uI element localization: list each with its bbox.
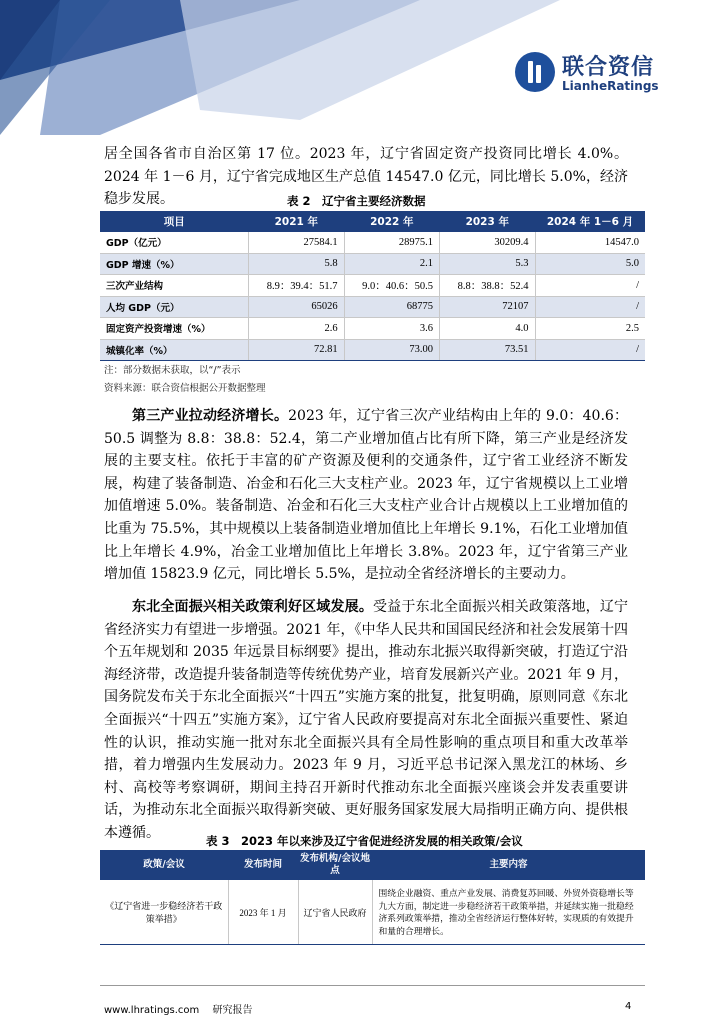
- table-cell: 65026: [249, 296, 344, 318]
- table3-caption: 表 3 2023 年以来涉及辽宁省促进经济发展的相关政策/会议: [206, 834, 523, 848]
- table-header-cell: 2024 年 1－6 月: [535, 211, 645, 232]
- logo-chinese-name: 联合资信: [562, 55, 655, 80]
- table-cell: 2.5: [535, 318, 645, 340]
- company-logo: [515, 52, 695, 96]
- table-row: [100, 232, 645, 253]
- table-cell: GDP（亿元）: [100, 232, 249, 253]
- table-cell: 围绕企业融资、重点产业发展、消费复苏回暖、外贸外资稳增长等九大方面，制定进一步稳经济若干政策举措，并延续实施一批稳经济系列政策举措，推动全省经济运行整体好转，实现质的有效提升和量的合理增长。: [372, 880, 645, 945]
- table-cell: 5.8: [249, 253, 344, 275]
- section-lead: 东北全面振兴相关政策利好区域发展。: [132, 599, 373, 615]
- table-cell: 《辽宁省进一步稳经济若干政策举措》: [100, 880, 228, 945]
- table-header-row: [100, 211, 645, 232]
- table-header-cell: 发布时间: [228, 850, 298, 880]
- logo-mark-icon: [515, 52, 555, 92]
- footer-divider: [100, 985, 645, 986]
- table-cell: 4.0: [440, 318, 535, 340]
- intro-paragraph: 居全国各省市自治区第 17 位。2023 年，辽宁省固定资产投资同比增长 4.0%。2024 年 1－6 月，辽宁省完成地区生产总值 14547.0 亿元，同比增长 5.0%，经济稳步发展。: [104, 146, 628, 208]
- table-header-cell: 主要内容: [372, 850, 645, 880]
- table-header-cell: 项目: [100, 211, 249, 232]
- section-lead: 第三产业拉动经济增长。: [132, 408, 289, 424]
- table-cell: 8.8：38.8：52.4: [440, 275, 535, 297]
- table-header-row: [100, 850, 645, 880]
- table-cell: 27584.1: [249, 232, 344, 253]
- table-cell: 68775: [344, 296, 439, 318]
- table-cell: 人均 GDP（元）: [100, 296, 249, 318]
- section-tertiary-industry: [104, 405, 628, 586]
- table-cell: 8.9：39.4：51.7: [249, 275, 344, 297]
- footer-site-label: www.lhratings.com 研究报告: [104, 1005, 253, 1016]
- table-row: [100, 253, 645, 275]
- table-header-cell: 2022 年: [344, 211, 439, 232]
- table-row: [100, 275, 645, 297]
- table-cell: 2.6: [249, 318, 344, 340]
- table-cell: 73.00: [344, 339, 439, 361]
- table-cell: /: [535, 275, 645, 297]
- table-header-cell: 政策/会议: [100, 850, 228, 880]
- policy-table: [100, 850, 645, 945]
- economic-data-table: [100, 211, 645, 361]
- table-row: [100, 880, 645, 945]
- table-cell: 5.3: [440, 253, 535, 275]
- page-number: 4: [625, 1001, 632, 1012]
- section-body: 2023 年，辽宁省三次产业结构由上年的 9.0：40.6：50.5 调整为 8.8：38.8：52.4，第二产业增加值占比有所下降，第三产业是经济发展的主要支柱。依托于丰富的矿产资源及便利的交通条件，辽宁省工业经济不断发展，构建了装备制造、冶金和石化三大支柱产业。2023 年，辽宁省规模以上工业增加值增速 5.0%。装备制造、冶金和石化三大支柱产业合计占规模以上工业增加值的比重为 75.5%，其中规模以上装备制造业增加值比上年增长 9.1%，石化工业增加值比上年增长 4.9%，冶金工业增加值比上年增长 3.8%。2023 年，辽宁省第三产业增加值 15823.9 亿元，同比增长 5.5%，是拉动全省经济增长的主要动力。: [104, 408, 628, 583]
- table-cell: 28975.1: [344, 232, 439, 253]
- table-cell: 14547.0: [535, 232, 645, 253]
- table-cell: 固定资产投资增速（%）: [100, 318, 249, 340]
- table-cell: GDP 增速（%）: [100, 253, 249, 275]
- table-cell: 辽宁省人民政府: [298, 880, 372, 945]
- section-northeast-revitalization: [104, 596, 628, 845]
- table-cell: /: [535, 339, 645, 361]
- logo-english-name: LianheRatings: [562, 79, 659, 93]
- table-cell: 城镇化率（%）: [100, 339, 249, 361]
- table-cell: 三次产业结构: [100, 275, 249, 297]
- table-cell: 72107: [440, 296, 535, 318]
- table-cell: 2023 年 1 月: [228, 880, 298, 945]
- table-cell: 73.51: [440, 339, 535, 361]
- table-cell: 2.1: [344, 253, 439, 275]
- table-cell: /: [535, 296, 645, 318]
- table2-caption: 表 2 辽宁省主要经济数据: [287, 194, 426, 208]
- table-row: [100, 318, 645, 340]
- table-cell: 30209.4: [440, 232, 535, 253]
- section-body: 受益于东北全面振兴相关政策落地，辽宁省经济实力有望进一步增强。2021 年，《中华人民共和国国民经济和社会发展第十四个五年规划和 2035 年远景目标纲要》提出，推动东北振兴取得新突破，打造辽宁沿海经济带，改造提升装备制造等传统优势产业，培育发展新兴产业。2021 年 9 月，国务院发布关于东北全面振兴“十四五”实施方案的批复，批复明确，原则同意《东北全面振兴“十四五”实施方案》，辽宁省人民政府要提高对东北全面振兴重要性、紧迫性的认识，推动实施一批对东北全面振兴具有全局性影响的重点项目和重大改革举措，着力增强内生发展动力。2023 年 9 月，习近平总书记深入黑龙江的林场、乡村、高校等考察调研，期间主持召开新时代推动东北全面振兴座谈会并发表重要讲话，为推动东北全面振兴取得新突破、更好服务国家发展大局指明正确方向、提供根本遵循。: [104, 599, 628, 841]
- table-header-cell: 2021 年: [249, 211, 344, 232]
- banner-shape-light: [180, 0, 560, 120]
- table2-source: 资料来源：联合资信根据公开数据整理: [104, 383, 266, 394]
- table-cell: 5.0: [535, 253, 645, 275]
- table-cell: 3.6: [344, 318, 439, 340]
- table-header-cell: 发布机构/会议地点: [298, 850, 372, 880]
- table-cell: 72.81: [249, 339, 344, 361]
- table-row: [100, 296, 645, 318]
- table2-note: 注：部分数据未获取，以“/”表示: [104, 365, 241, 376]
- table-header-cell: 2023 年: [440, 211, 535, 232]
- table-cell: 9.0：40.6：50.5: [344, 275, 439, 297]
- table-row: [100, 339, 645, 361]
